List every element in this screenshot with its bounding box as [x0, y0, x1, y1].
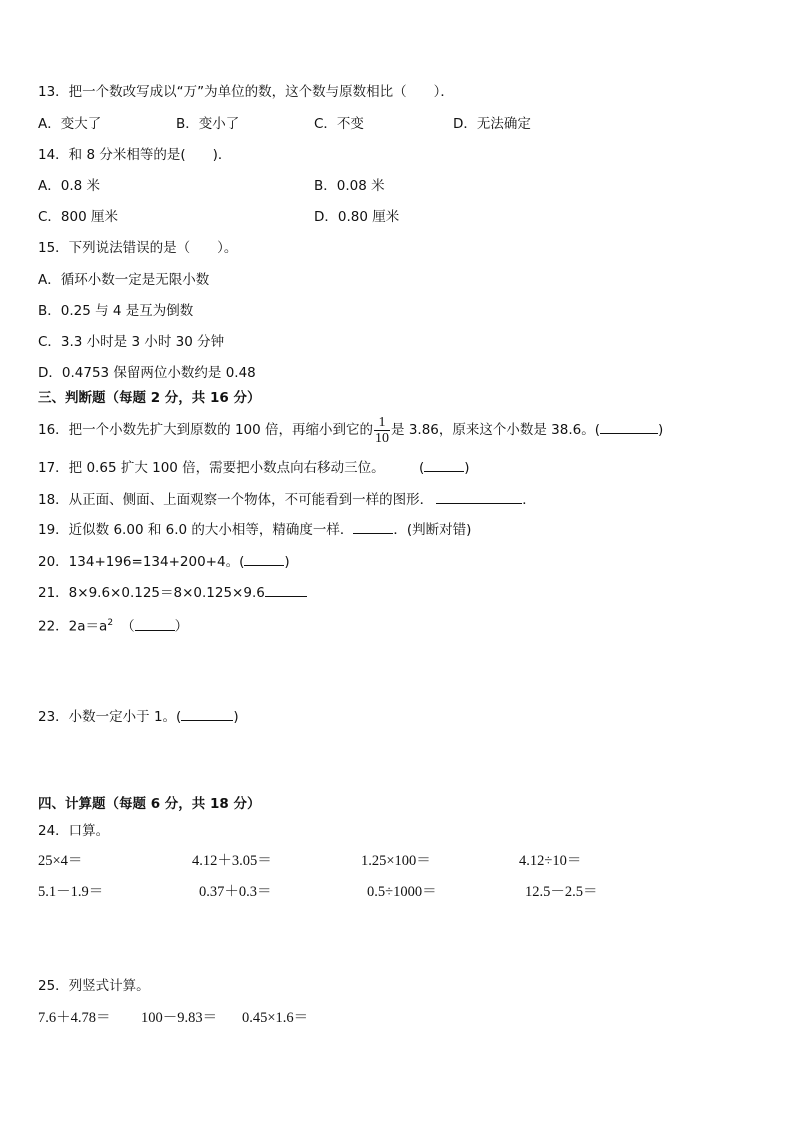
vertical-calc-item: 0.45×1.6＝	[242, 1010, 309, 1026]
q16-text-after: 是 3.86，原来这个小数是 38.6。(	[391, 422, 600, 438]
q19-suffix: ．(判断对错)	[393, 522, 472, 538]
q16-text-before: 16．把一个小数先扩大到原数的 100 倍，再缩小到它的	[38, 422, 374, 438]
fraction-denominator: 10	[375, 430, 390, 446]
q22-open-paren: （	[121, 618, 135, 635]
question-13: 13．把一个数改写成以“万”为单位的数，这个数与原数相比（ ）．	[38, 84, 454, 100]
vertical-calc-item: 100－9.83＝	[141, 1010, 218, 1026]
q17-open-paren: (	[418, 460, 425, 476]
question-23	[38, 707, 239, 726]
q15-option-d: D．0.4753 保留两位小数约是 0.48	[38, 365, 256, 381]
q13-option-b: B．变小了	[176, 116, 240, 132]
answer-blank[interactable]	[135, 617, 175, 631]
question-15: 15．下列说法错误的是（ ）。	[38, 240, 238, 256]
q17-text: 17．把 0.65 扩大 100 倍，需要把小数点向右移动三位。	[38, 460, 385, 476]
question-18	[38, 490, 536, 509]
q23-text: 23．小数一定小于 1。(	[38, 709, 182, 725]
question-20	[38, 552, 290, 571]
fraction-one-tenth	[374, 415, 390, 446]
q21-text: 21．8×9.6×0.125＝8×0.125×9.6	[38, 585, 265, 601]
answer-blank[interactable]	[181, 707, 233, 721]
answer-blank[interactable]	[600, 420, 658, 434]
q13-option-a: A．变大了	[38, 116, 102, 132]
question-24: 24．口算。	[38, 823, 110, 839]
q16-close-paren: )	[658, 422, 664, 438]
q14-option-c: C．800 厘米	[38, 209, 118, 225]
answer-blank[interactable]	[353, 520, 393, 534]
section-4-heading: 四、计算题（每题 6 分，共 18 分）	[38, 796, 261, 812]
question-25: 25．列竖式计算。	[38, 978, 150, 994]
question-22	[38, 614, 188, 636]
q22-close-paren: ）	[174, 618, 189, 635]
oral-calc-item: 0.5÷1000＝	[367, 884, 437, 900]
q15-option-a: A．循环小数一定是无限小数	[38, 272, 210, 288]
fraction-numerator: 1	[374, 415, 390, 431]
q23-close-paren: )	[233, 709, 239, 725]
q22-exponent: 2	[107, 618, 114, 628]
q15-option-c: C．3.3 小时是 3 小时 30 分钟	[38, 334, 225, 350]
oral-calc-item: 4.12＋3.05＝	[192, 853, 272, 869]
oral-calc-item: 0.37＋0.3＝	[199, 884, 272, 900]
q13-option-c: C．不变	[314, 116, 364, 132]
q15-option-b: B．0.25 与 4 是互为倒数	[38, 303, 194, 319]
question-17	[38, 458, 470, 477]
answer-blank[interactable]	[244, 552, 284, 566]
q14-option-a: A．0.8 米	[38, 178, 100, 194]
question-16	[38, 413, 663, 447]
q22-text: 22．2a＝a	[38, 618, 108, 635]
q18-text: 18．从正面、侧面、上面观察一个物体，不可能看到一样的图形．	[38, 492, 434, 508]
section-3-heading: 三、判断题（每题 2 分，共 16 分）	[38, 390, 261, 406]
answer-blank[interactable]	[265, 583, 307, 597]
q20-close-paren: )	[284, 554, 290, 570]
question-19	[38, 520, 471, 539]
oral-calc-item: 25×4＝	[38, 853, 83, 869]
answer-blank[interactable]	[424, 458, 464, 472]
question-21	[38, 583, 307, 602]
oral-calc-item: 12.5－2.5＝	[525, 884, 598, 900]
question-14: 14．和 8 分米相等的是( )．	[38, 147, 232, 163]
q14-option-d: D．0.80 厘米	[314, 209, 400, 225]
q13-option-d: D．无法确定	[453, 116, 531, 132]
q18-end: ．	[522, 492, 536, 508]
oral-calc-item: 5.1－1.9＝	[38, 884, 104, 900]
q17-close-paren: )	[464, 460, 470, 476]
oral-calc-item: 1.25×100＝	[361, 853, 431, 869]
q19-text: 19．近似数 6.00 和 6.0 的大小相等，精确度一样．	[38, 522, 354, 538]
q14-option-b: B．0.08 米	[314, 178, 385, 194]
oral-calc-item: 4.12÷10＝	[519, 853, 582, 869]
q20-text: 20．134+196=134+200+4。(	[38, 554, 245, 570]
vertical-calc-item: 7.6＋4.78＝	[38, 1010, 111, 1026]
answer-blank[interactable]	[436, 490, 522, 504]
